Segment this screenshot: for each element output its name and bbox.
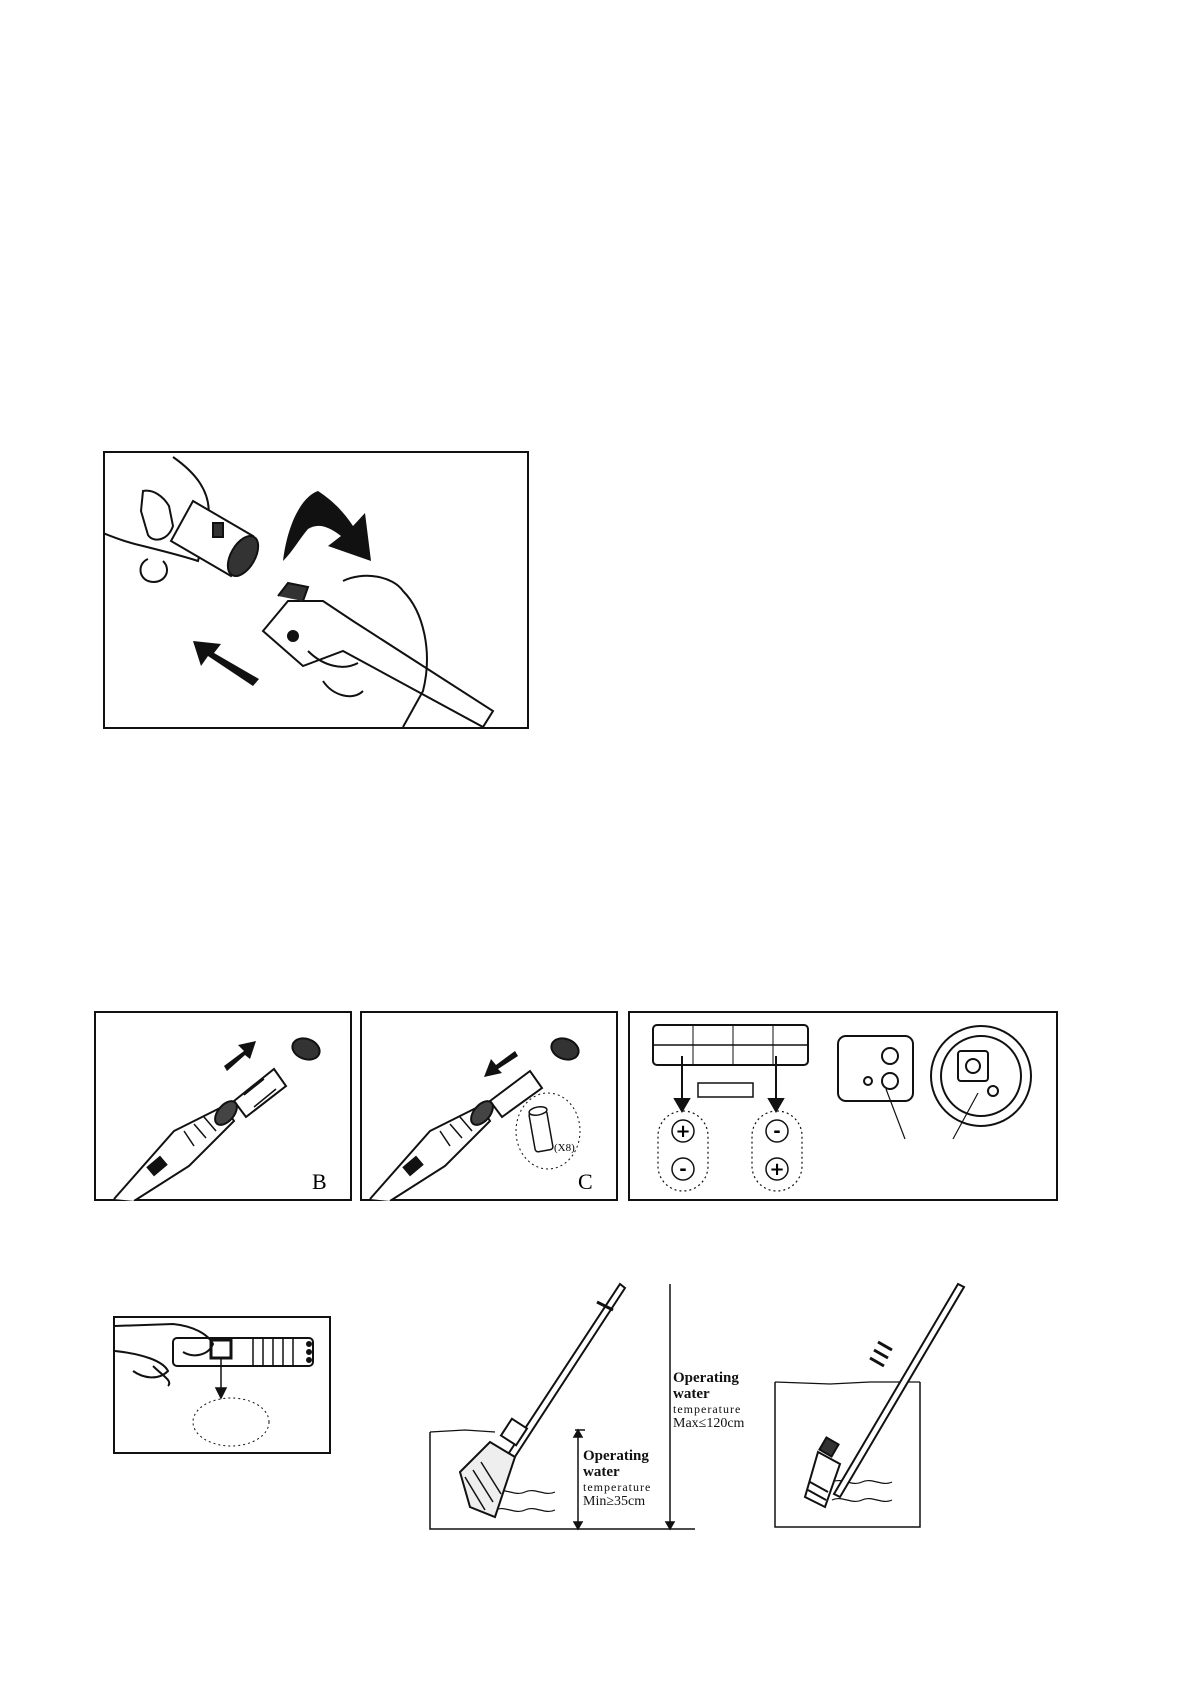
- switch-callout-icon: [193, 1398, 269, 1446]
- figure-max-depth: [425, 1282, 745, 1532]
- figure-open-cap: [103, 451, 529, 729]
- pool-outline: [775, 1382, 920, 1527]
- battery-cap-icon: [289, 1035, 322, 1063]
- max-label-sub: temperature: [673, 1402, 742, 1416]
- figure-battery-holder: [628, 1011, 1058, 1201]
- max-label-head: water: [673, 1386, 710, 1402]
- cap-interior-icon: [931, 1026, 1031, 1139]
- handle-icon: [370, 1097, 497, 1201]
- water-wave: [832, 1499, 892, 1502]
- cap-icon: [171, 501, 264, 581]
- cleaner-icon: [805, 1284, 964, 1507]
- pull-arrow-icon: [193, 641, 259, 686]
- polarity-bubble-left: [658, 1111, 708, 1191]
- polarity-bubble-right: [752, 1111, 802, 1191]
- insert-arrow-icon: [484, 1051, 518, 1077]
- handle-icon: [114, 1097, 241, 1201]
- max-operating-label: [673, 1370, 744, 1431]
- min-operating-label: [583, 1448, 651, 1509]
- negative-symbol: -: [679, 1159, 687, 1180]
- battery-holder-icon: [653, 1025, 808, 1065]
- min-label-head: Operating: [583, 1448, 649, 1464]
- hand-icon: [115, 1324, 213, 1386]
- holder-end-icon: [838, 1036, 913, 1139]
- battery-holder-icon: [234, 1069, 286, 1117]
- figure-in-use: [770, 1282, 970, 1532]
- battery-icon: [528, 1105, 553, 1152]
- figure-label: C: [578, 1169, 593, 1194]
- water-wave: [495, 1509, 555, 1512]
- min-label-sub: temperature: [583, 1480, 652, 1494]
- water-surface: [430, 1430, 495, 1432]
- contact-plate-icon: [698, 1083, 753, 1097]
- insert-arrow-icon: [224, 1041, 256, 1071]
- battery-count-label: (X8): [554, 1142, 575, 1154]
- max-label-value: Max≤120cm: [673, 1416, 745, 1431]
- figure-close-battery: [360, 1011, 618, 1201]
- min-label-head: water: [583, 1464, 620, 1480]
- max-label-head: Operating: [673, 1370, 739, 1386]
- figure-label: B: [312, 1169, 327, 1194]
- negative-symbol: -: [773, 1121, 781, 1142]
- figure-insert-battery: [94, 1011, 352, 1201]
- battery-cap-icon: [548, 1035, 581, 1063]
- positive-symbol: +: [675, 1121, 691, 1142]
- figure-switch: [113, 1316, 331, 1454]
- min-label-value: Min≥35cm: [583, 1494, 646, 1509]
- handle-icon: [263, 583, 493, 727]
- positive-symbol: +: [769, 1159, 785, 1180]
- handle-icon: [173, 1338, 313, 1366]
- power-switch-icon: [211, 1340, 231, 1358]
- rotate-arrow-icon: [283, 491, 371, 561]
